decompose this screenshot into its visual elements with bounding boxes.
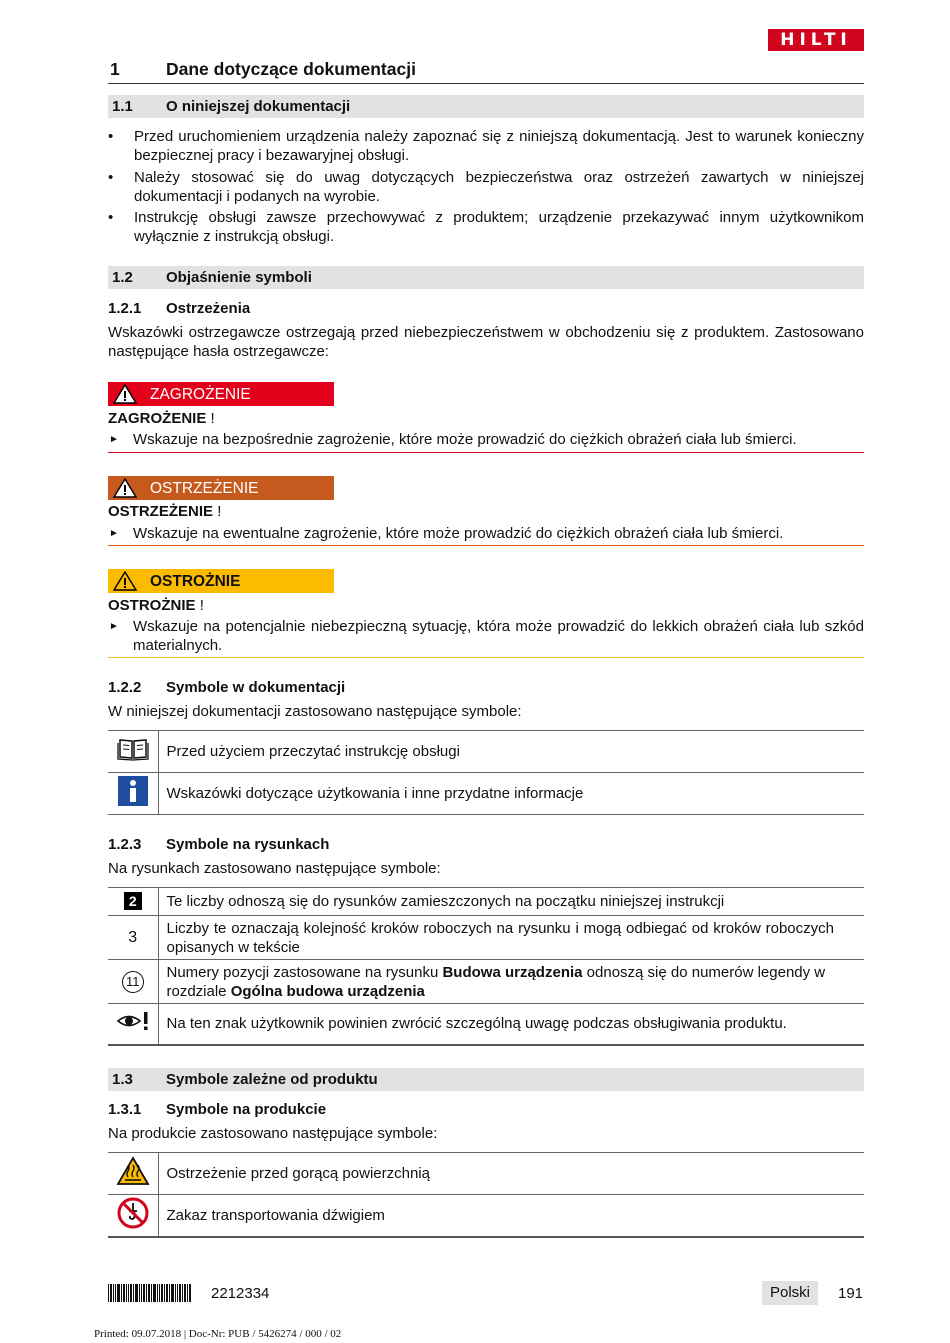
symbol-description: Liczby te oznaczają kolejność kroków roboczych na rysunku i mogą odbiegać od kroków roboczych opisanych w tekście: [158, 916, 864, 960]
arrow-bullet-icon: ►: [109, 621, 119, 632]
position-number-circle: 11: [122, 971, 144, 993]
table-row: [108, 1004, 864, 1045]
bullet-glyph: •: [108, 169, 114, 186]
book-icon: [117, 737, 149, 761]
figure-symbols-table: [108, 887, 864, 1046]
subsubsection-number: 1.2.3: [108, 836, 142, 853]
table-row: [108, 1153, 864, 1195]
subsubsection-number: 1.3.1: [108, 1101, 142, 1118]
subsubsection-title: Ostrzeżenia: [166, 300, 251, 317]
symbol-description: Te liczby odnoszą się do rysunków zamieszczonych na początku niniejszej instrukcji: [158, 888, 864, 916]
signal-word-text: ZAGROŻENIE: [108, 410, 207, 427]
subsection-title: Objaśnienie symboli: [166, 269, 312, 286]
symbol-cell: [108, 731, 158, 773]
subsubsection-number: 1.2.2: [108, 679, 142, 696]
symbol-description: Na ten znak użytkownik powinien zwrócić szczególną uwagę podczas obsługiwania produktu.: [158, 1004, 864, 1045]
warning-text: Wskazuje na bezpośrednie zagrożenie, które może prowadzić do ciężkich obrażeń ciała lub śmierci.: [133, 431, 797, 448]
bullet-glyph: •: [108, 128, 114, 145]
info-icon: [118, 776, 148, 806]
warning-text: Wskazuje na ewentualne zagrożenie, które może prowadzić do ciężkich obrażeń ciała lub śmierci.: [133, 525, 784, 542]
symbol-description: Wskazówki dotyczące użytkowania i inne przydatne informacje: [158, 773, 864, 815]
list-item-text: Instrukcję obsługi zawsze przechowywać z produktem; urządzenie przekazywać innym użytkownikom wyłącznie z instrukcją obsługi.: [134, 209, 864, 245]
table-row: [108, 1195, 864, 1237]
warning-triangle-icon: [113, 571, 137, 591]
exclamation-text: !: [199, 597, 204, 614]
subsection-title: Symbole zależne od produktu: [166, 1071, 378, 1088]
product-symbols-table: [108, 1152, 864, 1238]
arrow-bullet-icon: ►: [109, 434, 119, 445]
list-item: [108, 127, 864, 165]
description-text: odnoszą się do numerów legendy w rozdziale: [166, 963, 826, 1000]
barcode-image: [108, 1284, 192, 1302]
paragraph: Wskazówki ostrzegawcze ostrzegają przed niebezpieczeństwem w obchodzeniu się z produktem. Zastosowano następujące hasła ostrzegawcze:: [108, 324, 864, 360]
warning-text: Wskazuje na potencjalnie niebezpieczną sytuację, która może prowadzić do lekkich obrażeń ciała lub szkód materialnych.: [133, 618, 864, 654]
subsection-title: O niniejszej dokumentacji: [166, 98, 351, 115]
list-item: [108, 208, 864, 246]
symbol-description: [158, 960, 864, 1004]
warning-signal-label: [108, 476, 334, 500]
print-info: Printed: 09.07.2018 | Doc-Nr: PUB / 5426274 / 000 / 02: [94, 1328, 342, 1340]
description-bold: Ogólna budowa urządzenia: [230, 982, 425, 1000]
signal-word: [108, 502, 221, 521]
arrow-bullet-icon: ►: [109, 528, 119, 539]
symbol-description: Przed użyciem przeczytać instrukcję obsługi: [158, 731, 864, 773]
danger-signal-label: [108, 382, 334, 406]
paragraph: Na rysunkach zastosowano następujące symbole:: [108, 860, 441, 877]
doc-number: 2212334: [211, 1285, 270, 1302]
symbol-cell: [108, 1004, 158, 1045]
step-number: 3: [128, 929, 138, 946]
subsection-heading-1-3: [108, 1068, 864, 1091]
subsection-heading-1-1: [108, 95, 864, 118]
symbol-cell: [108, 960, 158, 1004]
exclamation-text: !: [210, 410, 215, 427]
subsubsection-title: Symbole w dokumentacji: [166, 679, 346, 696]
language-badge: Polski: [762, 1281, 818, 1305]
section-number: 1: [110, 59, 120, 79]
list-item-text: Należy stosować się do uwag dotyczących bezpieczeństwa oraz ostrzeżeń zawartych w niniejszej dokumentacji i podanych na wyrobie.: [134, 169, 864, 205]
doc-symbols-table: [108, 730, 864, 815]
symbol-cell: [108, 1195, 158, 1237]
subsection-heading-1-2: [108, 266, 864, 289]
symbol-cell: [108, 1153, 158, 1195]
table-row: [108, 888, 864, 916]
signal-word: [108, 596, 204, 615]
subsection-number: 1.3: [112, 1071, 133, 1088]
list-item-text: Przed uruchomieniem urządzenia należy zapoznać się z niniejszą dokumentacją. Jest to warunek konieczny bezpiecznej pracy i bezawaryjnej obsługi.: [134, 128, 864, 164]
subsubsection-title: Symbole na produkcie: [166, 1101, 327, 1118]
subsubsection-title: Symbole na rysunkach: [166, 836, 330, 853]
paragraph: W niniejszej dokumentacji zastosowano następujące symbole:: [108, 703, 522, 720]
section-title: Dane dotyczące dokumentacji: [166, 59, 416, 79]
symbol-description: Ostrzeżenie przed gorącą powierzchnią: [158, 1153, 864, 1195]
signal-label-text: OSTROŻNIE: [150, 573, 241, 590]
table-row: [108, 916, 864, 960]
page-number: 191: [838, 1285, 864, 1302]
table-row: [108, 773, 864, 815]
signal-label-text: ZAGROŻENIE: [150, 386, 251, 403]
section-heading: [108, 58, 864, 84]
exclamation-text: !: [217, 503, 222, 520]
signal-word-text: OSTROŻNIE: [108, 597, 196, 614]
bullet-glyph: •: [108, 209, 114, 226]
symbol-cell: [108, 888, 158, 916]
warning-triangle-icon: [113, 384, 137, 404]
figure-number-badge: 2: [124, 892, 142, 910]
paragraph: Na produkcie zastosowano następujące symbole:: [108, 1125, 438, 1142]
table-row: [108, 960, 864, 1004]
hilti-logo: HILTI: [768, 29, 864, 51]
warning-triangle-icon: [113, 478, 137, 498]
signal-word-text: OSTRZEŻENIE: [108, 503, 214, 520]
subsection-number: 1.2: [112, 269, 133, 286]
no-crane-icon: [117, 1197, 149, 1229]
description-bold: Budowa urządzenia: [442, 963, 583, 981]
warning-divider: [108, 545, 864, 546]
list-item: [108, 168, 864, 206]
warning-divider: [108, 452, 864, 453]
table-row: [108, 731, 864, 773]
signal-word: [108, 409, 215, 428]
caution-signal-label: [108, 569, 334, 593]
hot-surface-icon: [116, 1156, 150, 1186]
symbol-cell: [108, 916, 158, 960]
description-text: Numery pozycji zastosowane na rysunku: [166, 963, 443, 981]
signal-label-text: OSTRZEŻENIE: [150, 480, 259, 497]
warning-divider: [108, 657, 864, 658]
subsection-number: 1.1: [112, 98, 133, 115]
subsubsection-number: 1.2.1: [108, 300, 142, 317]
symbol-description: Zakaz transportowania dźwigiem: [158, 1195, 864, 1237]
symbol-cell: [108, 773, 158, 815]
eye-attention-icon: [116, 1010, 150, 1032]
